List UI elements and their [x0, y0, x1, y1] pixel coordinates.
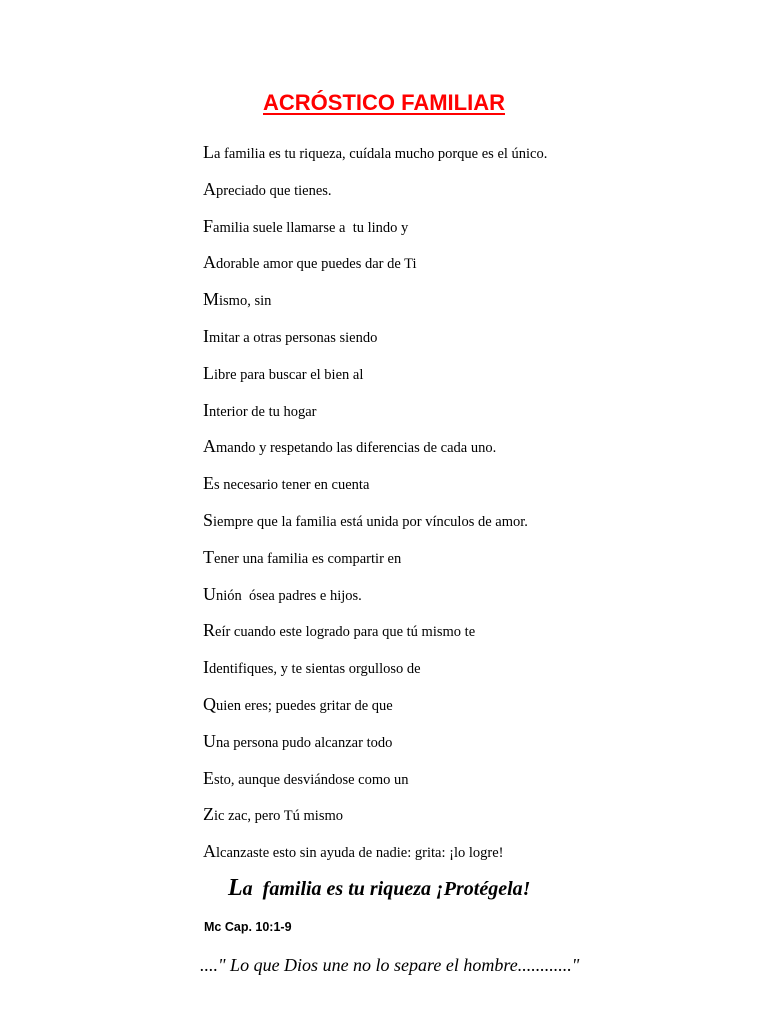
acrostic-initial: L — [203, 362, 214, 383]
acrostic-line — [203, 288, 743, 325]
acrostic-line — [203, 546, 743, 583]
acrostic-line — [203, 619, 743, 656]
acrostic-text: mando y respetando las diferencias de cada uno. — [216, 440, 497, 457]
acrostic-line — [203, 362, 743, 399]
acrostic-text: s necesario tener en cuenta — [214, 477, 370, 494]
acrostic-line — [203, 656, 743, 693]
acrostic-initial: E — [203, 473, 214, 494]
acrostic-initial: L — [203, 142, 214, 162]
acrostic-list — [203, 141, 743, 877]
acrostic-line — [203, 399, 743, 436]
acrostic-initial: T — [203, 546, 214, 567]
acrostic-text: iempre que la familia está unida por vínculos de amor. — [213, 513, 528, 530]
acrostic-initial: M — [203, 289, 220, 310]
acrostic-line — [203, 141, 743, 178]
document-title: ACRÓSTICO FAMILIAR — [263, 90, 505, 115]
acrostic-line — [203, 178, 743, 215]
acrostic-text: nión ósea padres e hijos. — [216, 587, 362, 604]
acrostic-initial: Q — [203, 693, 216, 714]
acrostic-line — [203, 583, 743, 620]
acrostic-initial: Z — [203, 804, 214, 825]
acrostic-text: preciado que tienes. — [216, 182, 332, 199]
acrostic-text: ener una familia es compartir en — [214, 550, 402, 567]
acrostic-initial: U — [203, 730, 216, 751]
acrostic-initial: E — [203, 767, 214, 788]
acrostic-text: nterior de tu hogar — [209, 403, 317, 420]
closing-quote: ...." Lo que Dios une no lo separe el hombre............" — [200, 955, 580, 975]
acrostic-text: ic zac, pero Tú mismo — [214, 808, 343, 825]
acrostic-line — [203, 215, 743, 252]
acrostic-line — [203, 730, 743, 767]
acrostic-text: mitar a otras personas siendo — [209, 329, 378, 346]
acrostic-initial: I — [203, 325, 209, 346]
acrostic-text: na persona pudo alcanzar todo — [216, 734, 393, 751]
acrostic-initial: F — [203, 215, 214, 236]
acrostic-text: ismo, sin — [219, 293, 272, 310]
acrostic-line — [203, 325, 743, 362]
acrostic-line — [203, 509, 743, 546]
acrostic-line — [203, 767, 743, 804]
acrostic-text: ibre para buscar el bien al — [214, 366, 364, 383]
acrostic-initial: A — [203, 841, 216, 862]
acrostic-text: a familia es tu riqueza, cuídala mucho porque es el único. — [214, 146, 548, 162]
motto-text: a familia es tu riqueza ¡Protégela! — [242, 878, 531, 900]
acrostic-text: uien eres; puedes gritar de que — [216, 697, 393, 714]
acrostic-line — [203, 472, 743, 509]
acrostic-initial: I — [203, 399, 209, 420]
acrostic-line — [203, 840, 743, 877]
acrostic-initial: A — [203, 436, 216, 457]
acrostic-text: eír cuando este logrado para que tú mismo te — [215, 624, 476, 641]
bible-reference: Mc Cap. 10:1-9 — [204, 920, 292, 934]
acrostic-initial: A — [203, 178, 216, 199]
acrostic-initial: A — [203, 252, 216, 273]
acrostic-initial: I — [203, 657, 209, 678]
acrostic-text: amilia suele llamarse a tu lindo y — [213, 219, 409, 236]
motto-initial: L — [228, 875, 243, 901]
acrostic-initial: U — [203, 583, 216, 604]
acrostic-initial: S — [203, 509, 214, 530]
acrostic-text: lcanzaste esto sin ayuda de nadie: grita: ¡lo logre! — [216, 845, 504, 862]
acrostic-text: dorable amor que puedes dar de Ti — [216, 256, 417, 273]
acrostic-line — [203, 435, 743, 472]
acrostic-text: dentifiques, y te sientas orgulloso de — [209, 661, 421, 678]
motto — [228, 875, 530, 902]
acrostic-line — [203, 251, 743, 288]
acrostic-line — [203, 803, 743, 840]
acrostic-line — [203, 693, 743, 730]
acrostic-text: sto, aunque desviándose como un — [214, 771, 409, 788]
acrostic-initial: R — [203, 620, 216, 641]
